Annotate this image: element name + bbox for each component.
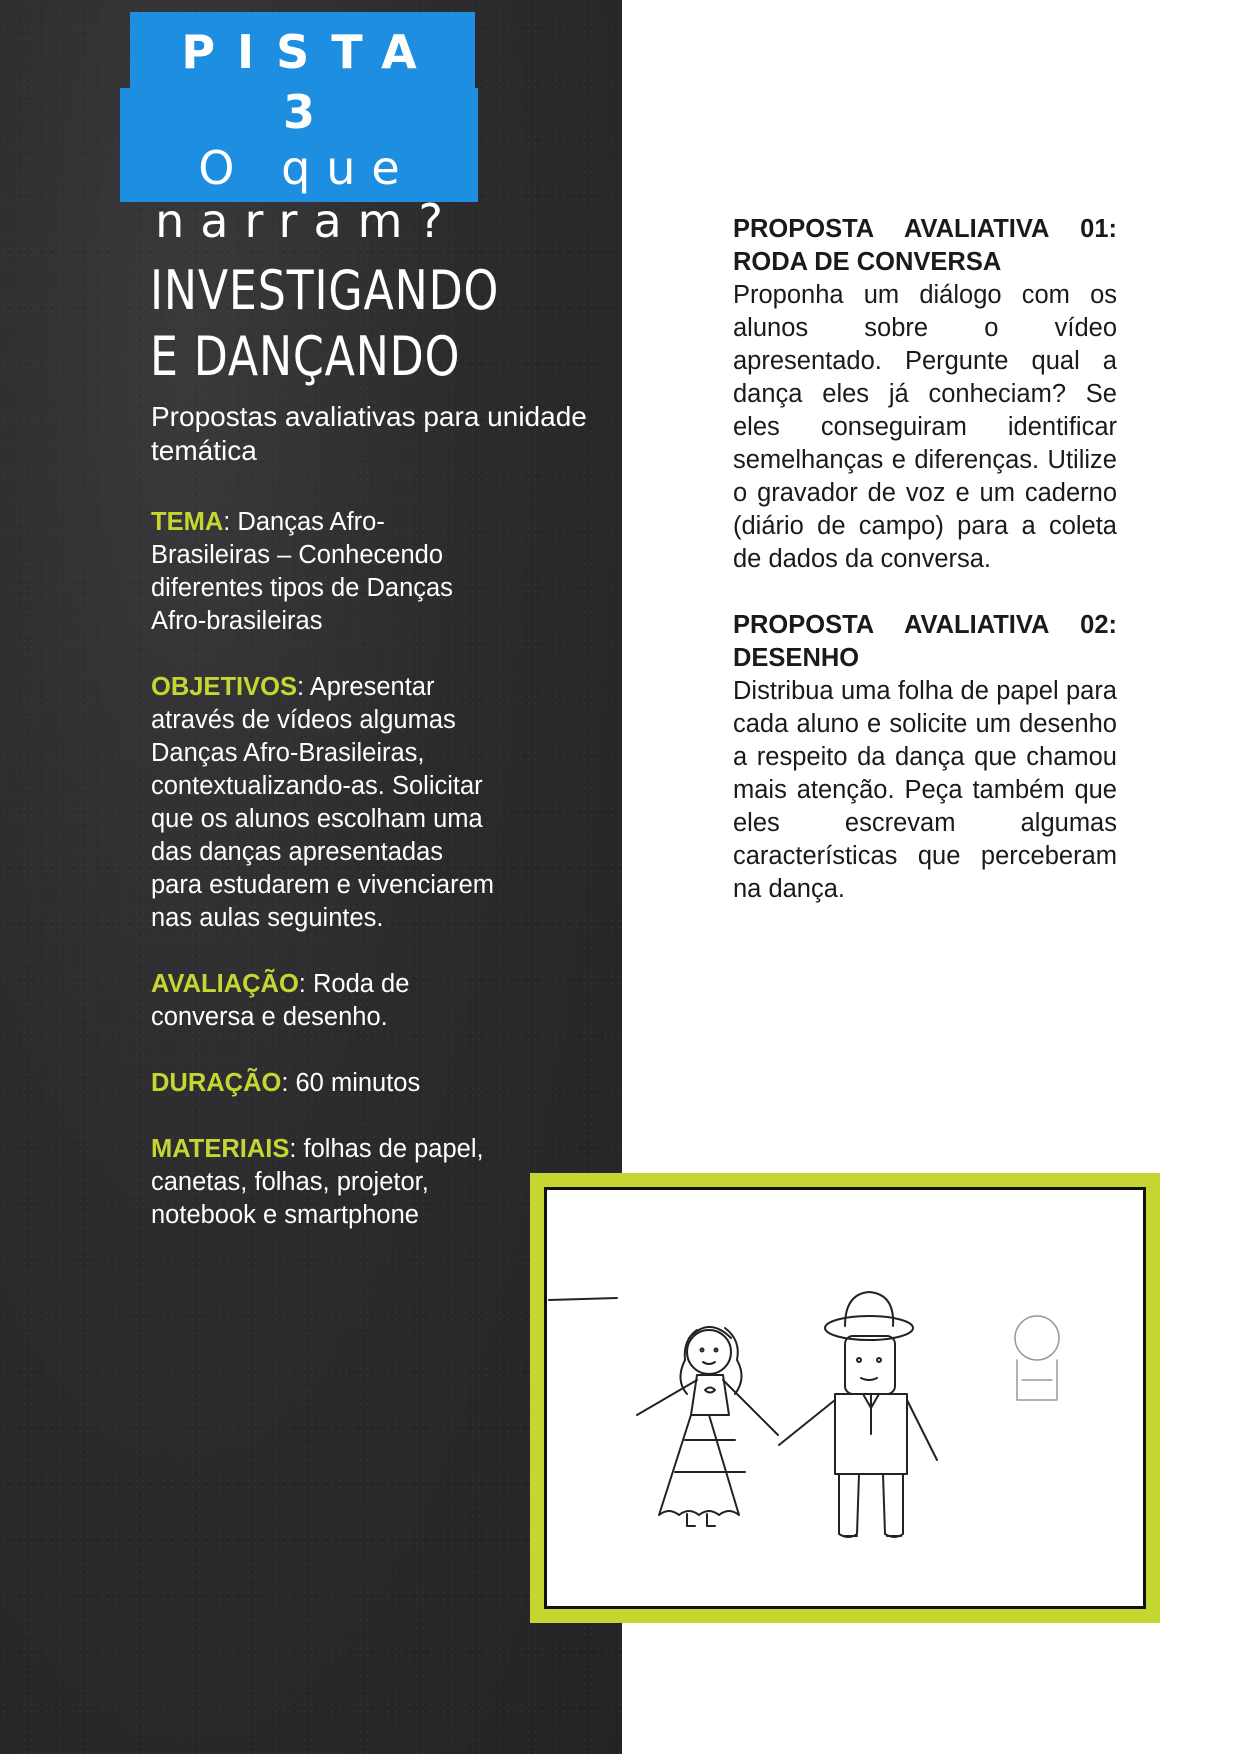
proposta-2-title: PROPOSTA AVALIATIVA 02: DESENHO bbox=[733, 611, 1117, 672]
materiais-label: MATERIAIS bbox=[151, 1135, 290, 1163]
proposta-2-body: Distribua uma folha de papel para cada aluno e solicite um desenho a respeito da dança que chamou mais atenção. Peça também que eles escrevam algumas características que perceberam na dança. bbox=[733, 677, 1117, 903]
heading-line-1: INVESTIGANDO bbox=[150, 259, 500, 322]
info-tema bbox=[151, 506, 496, 638]
subheading: Propostas avaliativas para unidade temática bbox=[151, 401, 587, 466]
badge-line-1: PISTA 3 bbox=[181, 25, 439, 139]
section-heading bbox=[150, 258, 511, 390]
child-drawing-image bbox=[547, 1190, 1143, 1606]
proposta-1 bbox=[733, 213, 1117, 576]
heading-line-2: E DANÇANDO bbox=[150, 325, 461, 388]
info-objetivos bbox=[151, 671, 496, 935]
duracao-text: : 60 minutos bbox=[281, 1069, 421, 1097]
drawing-boy bbox=[779, 1292, 937, 1537]
badge-line-3: narram? bbox=[155, 194, 459, 248]
tema-label: TEMA bbox=[151, 508, 224, 536]
objetivos-text: : Apresentar através de vídeos algumas Danças Afro-Brasileiras, contextualizando-as. Solicitar que os alunos escolham uma das danças apresentadas para estudarem e vivenciarem nas aulas seguintes. bbox=[151, 673, 494, 932]
info-block bbox=[151, 506, 496, 1265]
objetivos-label: OBJETIVOS bbox=[151, 673, 297, 701]
proposta-1-body: Proponha um diálogo com os alunos sobre o vídeo apresentado. Pergunte qual a dança eles já conheciam? Se eles conseguiram identificar semelhanças e diferenças. Utilize o gravador de voz e um caderno (diário de campo) para a coleta de dados da conversa. bbox=[733, 281, 1117, 573]
materiais-text: : folhas de papel, canetas, folhas, projetor, notebook e smartphone bbox=[151, 1135, 484, 1229]
duracao-label: DURAÇÃO bbox=[151, 1069, 282, 1097]
info-avaliacao bbox=[151, 968, 496, 1034]
drawing-ground-line bbox=[549, 1298, 617, 1300]
drawing-faint-figure bbox=[1015, 1316, 1059, 1400]
tema-text: : Danças Afro-Brasileiras – Conhecendo diferentes tipos de Danças Afro-brasileiras bbox=[151, 508, 453, 635]
avaliacao-label: AVALIAÇÃO bbox=[151, 970, 299, 998]
proposta-2 bbox=[733, 609, 1117, 906]
proposals-column bbox=[733, 213, 1117, 939]
proposta-1-title: PROPOSTA AVALIATIVA 01: RODA DE CONVERSA bbox=[733, 215, 1117, 276]
drawing-canvas bbox=[544, 1187, 1146, 1609]
drawing-frame bbox=[530, 1173, 1160, 1623]
badge-line-2: O que bbox=[198, 141, 416, 195]
drawing-girl bbox=[637, 1327, 778, 1526]
info-duracao bbox=[151, 1067, 496, 1100]
title-badge bbox=[120, 22, 478, 248]
avaliacao-text: : Roda de conversa e desenho. bbox=[151, 970, 410, 1031]
info-materiais bbox=[151, 1133, 496, 1232]
